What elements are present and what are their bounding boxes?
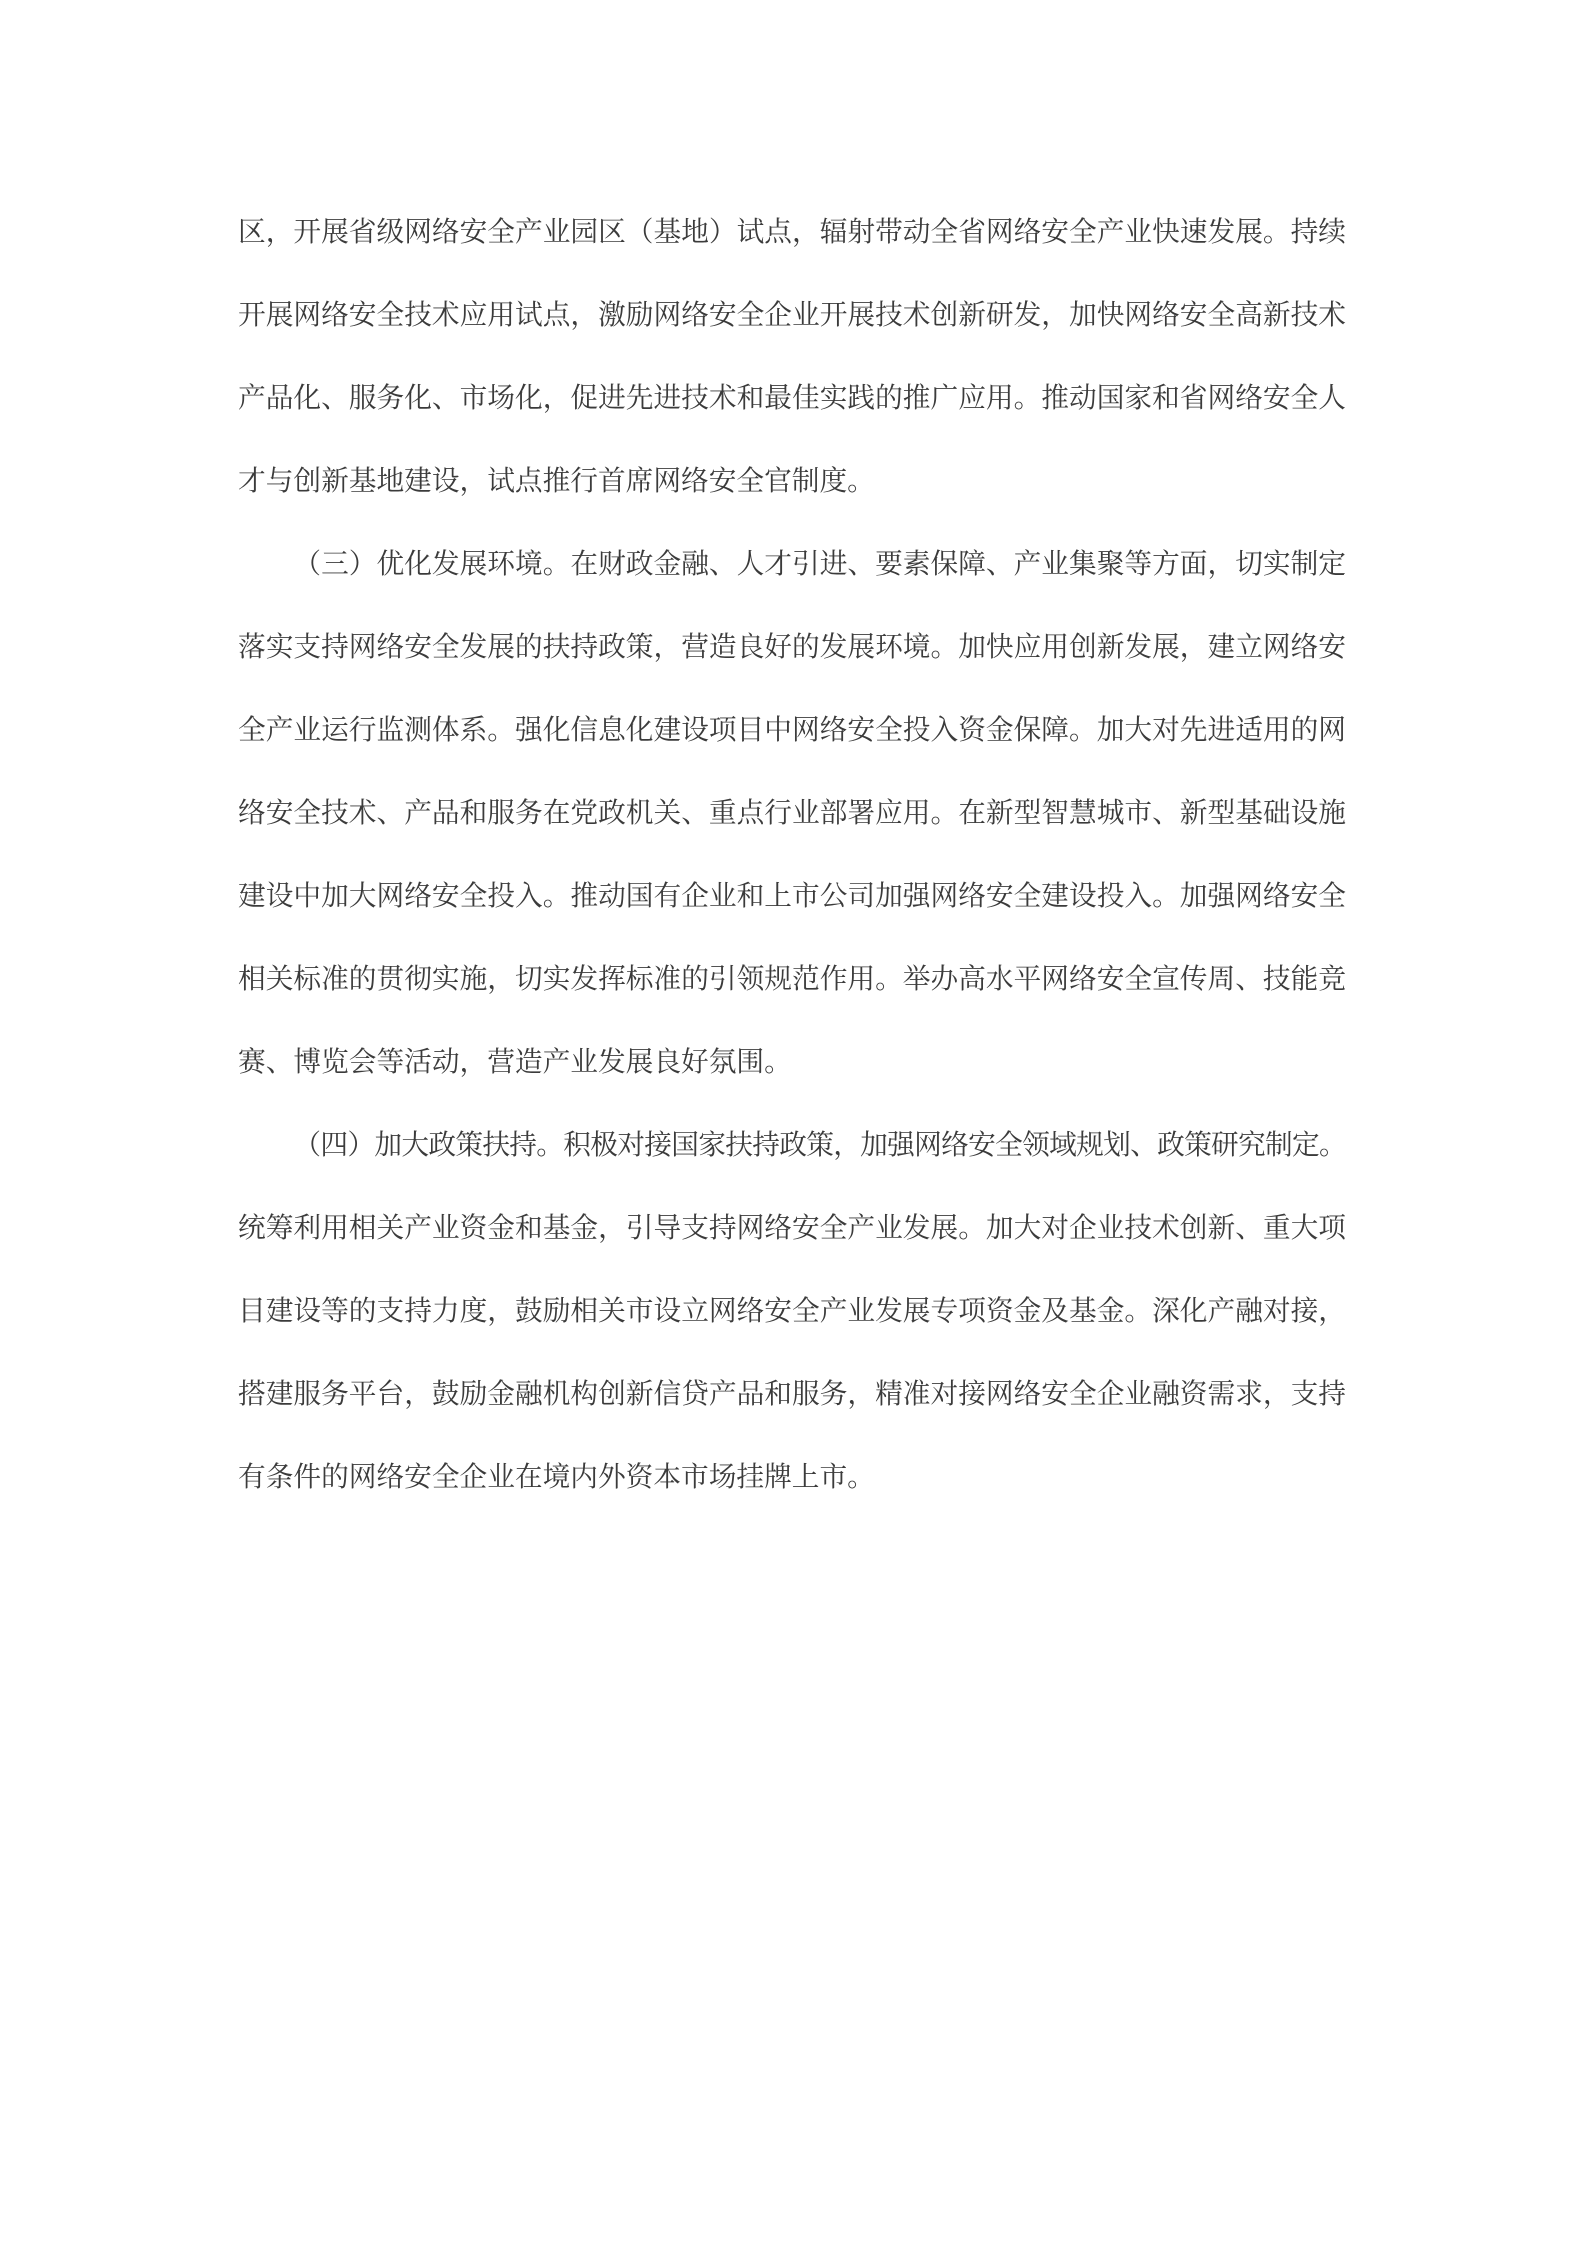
text-line: 开展网络安全技术应用试点，激励网络安全企业开展技术创新研发，加快网络安全高新技术 — [238, 299, 1346, 330]
text-line: 搭建服务平台，鼓励金融机构创新信贷产品和服务，精准对接网络安全企业融资需求，支持 — [238, 1378, 1346, 1409]
text-line: 建设中加大网络安全投入。推动国有企业和上市公司加强网络安全建设投入。加强网络安全 — [238, 880, 1346, 911]
text-line: 目建设等的支持力度，鼓励相关市设立网络安全产业发展专项资金及基金。深化产融对接， — [238, 1295, 1346, 1326]
text-line: 统筹利用相关产业资金和基金，引导支持网络安全产业发展。加大对企业技术创新、重大项 — [238, 1212, 1346, 1243]
text-line: 产品化、服务化、市场化，促进先进技术和最佳实践的推广应用。推动国家和省网络安全人 — [238, 382, 1346, 413]
text-line: 区，开展省级网络安全产业园区（基地）试点，辐射带动全省网络安全产业快速发展。持续 — [238, 216, 1346, 247]
text-line: 全产业运行监测体系。强化信息化建设项目中网络安全投入资金保障。加大对先进适用的网 — [238, 714, 1346, 745]
text-line: （四）加大政策扶持。积极对接国家扶持政策，加强网络安全领域规划、政策研究制定。 — [293, 1129, 1346, 1160]
text-line: 相关标准的贯彻实施，切实发挥标准的引领规范作用。举办高水平网络安全宣传周、技能竞 — [238, 963, 1346, 994]
text-line: 有条件的网络安全企业在境内外资本市场挂牌上市。 — [238, 1461, 875, 1492]
paragraph-section-3 — [238, 522, 1346, 1103]
document-text-block — [238, 190, 1346, 1518]
text-line: （三）优化发展环境。在财政金融、人才引进、要素保障、产业集聚等方面，切实制定 — [293, 548, 1346, 579]
text-line: 赛、博览会等活动，营造产业发展良好氛围。 — [238, 1046, 792, 1077]
text-line: 落实支持网络安全发展的扶持政策，营造良好的发展环境。加快应用创新发展，建立网络安 — [238, 631, 1346, 662]
text-line: 络安全技术、产品和服务在党政机关、重点行业部署应用。在新型智慧城市、新型基础设施 — [238, 797, 1346, 828]
paragraph-continuation — [238, 190, 1346, 522]
text-line: 才与创新基地建设，试点推行首席网络安全官制度。 — [238, 465, 875, 496]
paragraph-section-4 — [238, 1103, 1346, 1518]
